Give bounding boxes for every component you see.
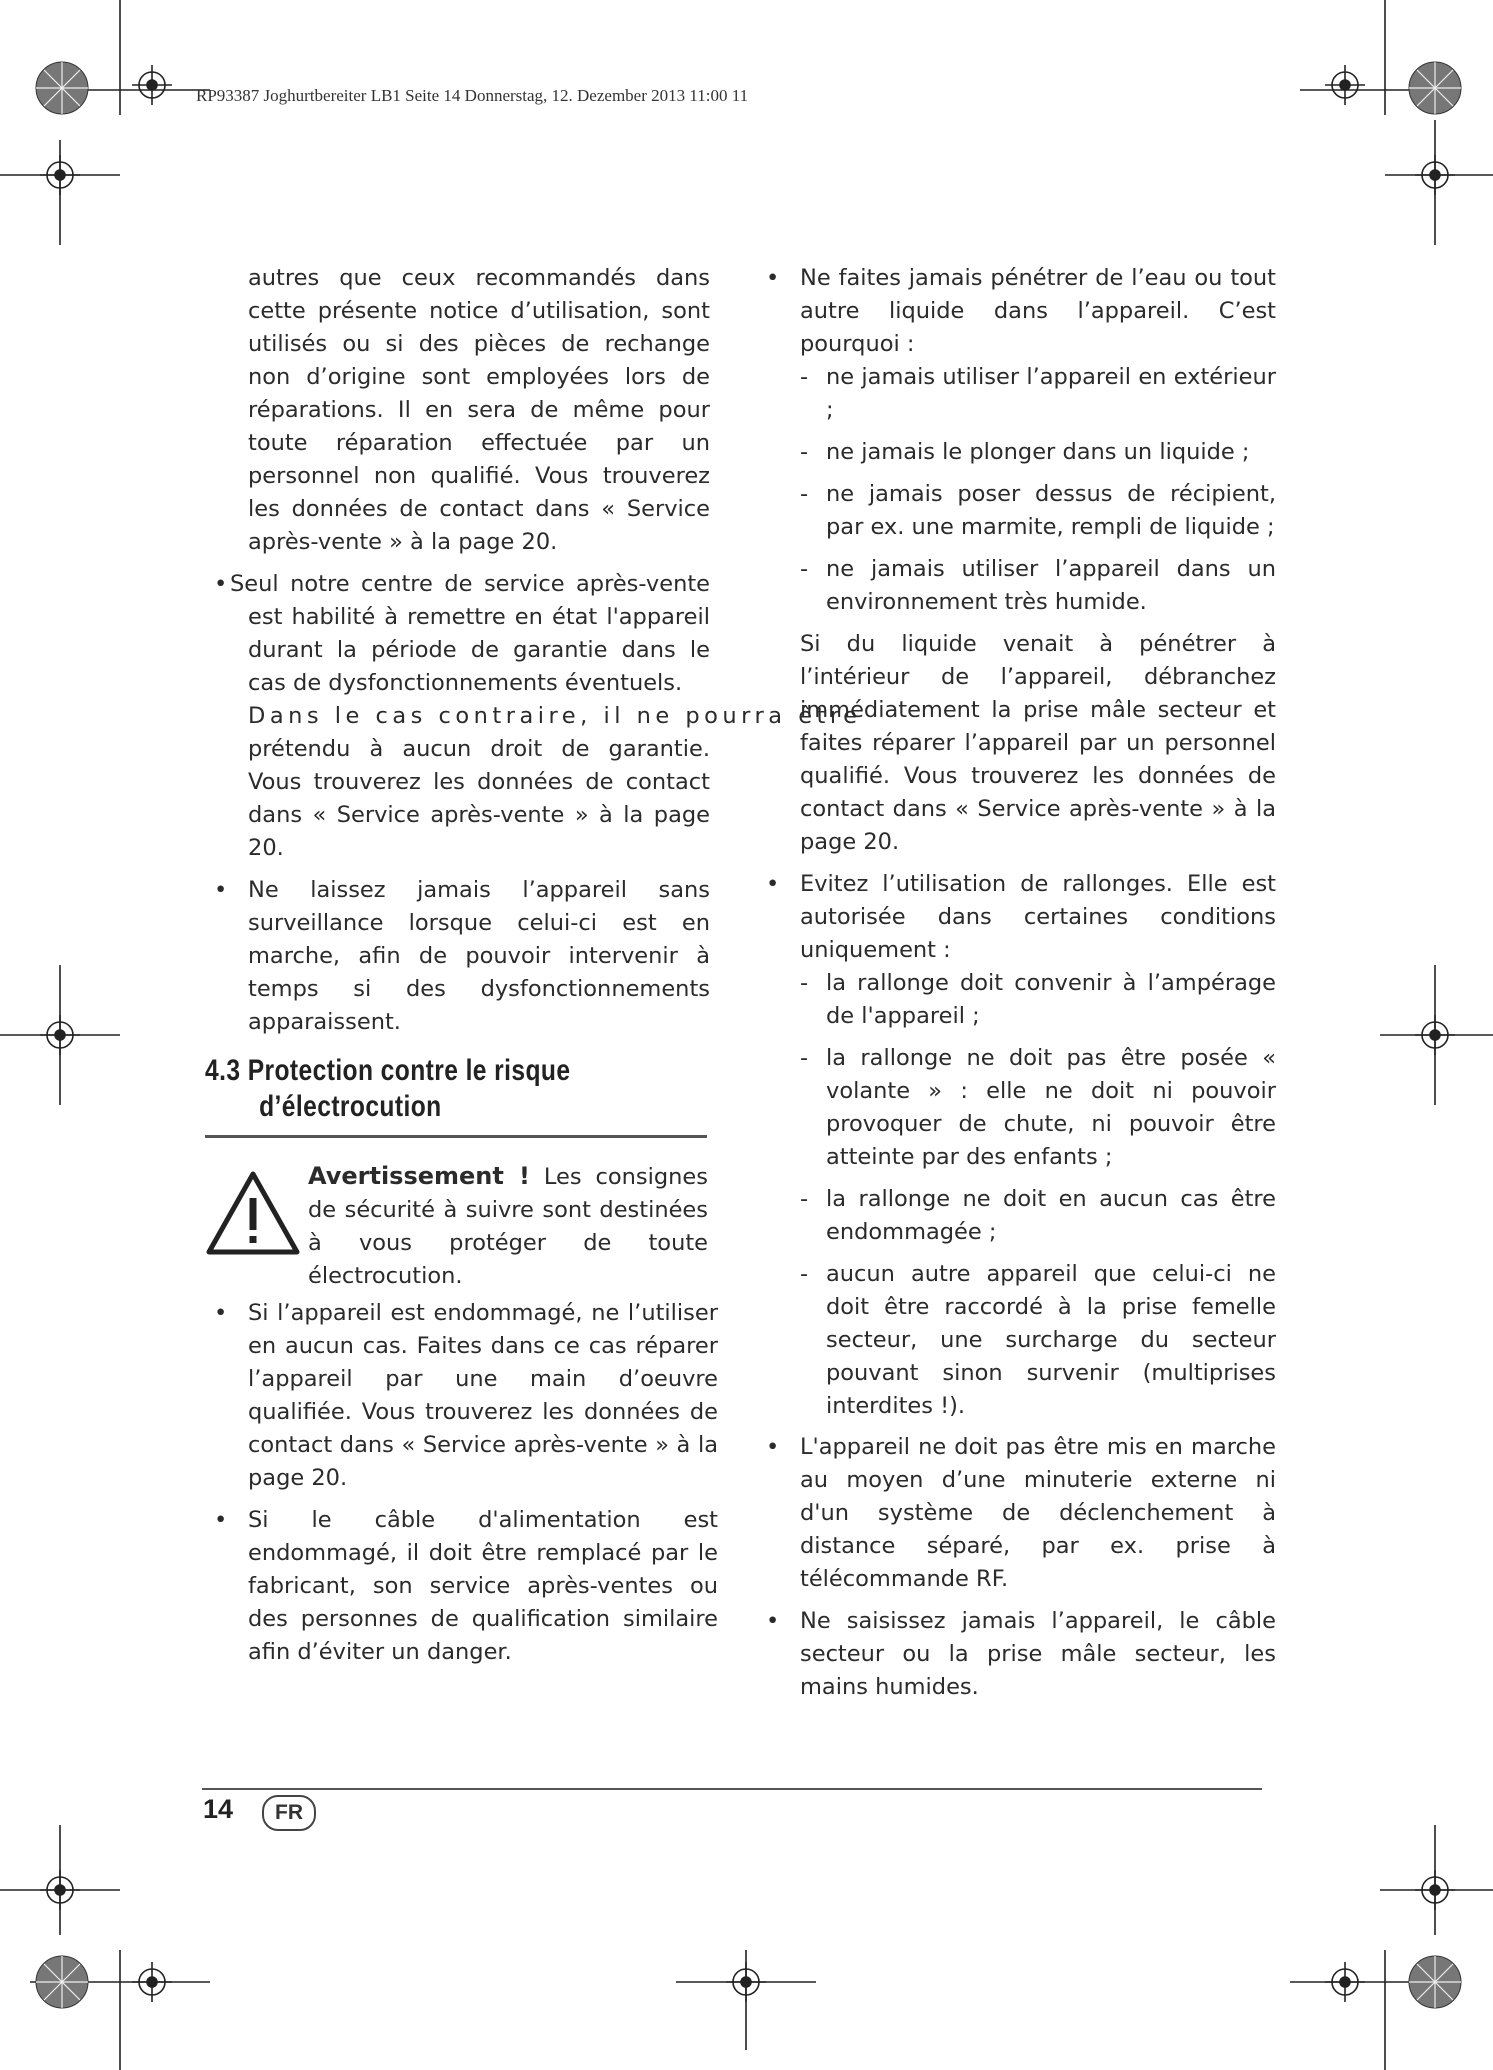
warning-triangle-icon <box>205 1170 301 1256</box>
warning-label: Avertissement ! <box>308 1162 530 1190</box>
bullet-text: L'appareil ne doit pas être mis en marche au moyen d’une minuterie externe ni d'un système de déclenchement à distance séparé, par ex. prise à télécommande RF. <box>800 1434 1276 1592</box>
intro-paragraph: autres que ceux recommandés dans cette présente notice d’utilisation, sont utilisés ou si des pièces de rechange non d’origine sont employées lors de réparations. Il en sera de même pour toute réparation effectuée par un personnel non qualifié. Vous trouverez les données de contact dans « Service après-vente » à la page 20. <box>248 265 710 555</box>
heading-underline <box>205 1135 707 1138</box>
list-item <box>214 1504 718 1669</box>
bullet-text: Si le câble d'alimentation est endommagé, il doit être remplacé par le fabricant, son service après-ventes ou des personnes de qualification similaire afin d’éviter un danger. <box>248 1507 718 1665</box>
dash-glyph: - <box>800 970 809 996</box>
bullet-glyph: • <box>766 1608 780 1634</box>
print-slug: RP93387 Joghurtbereiter LB1 Seite 14 Donnerstag, 12. Dezember 2013 11:00 11 <box>196 86 749 105</box>
bullet-glyph: • <box>214 1507 228 1533</box>
dash-glyph: - <box>800 481 809 507</box>
bullet-text: Ne laissez jamais l’appareil sans surveillance lorsque celui-ci est en marche, afin de pouvoir intervenir à temps si des dysfonctionnements apparaissent. <box>248 877 710 1035</box>
bullet-glyph: • <box>766 265 780 291</box>
dash-glyph: - <box>800 1186 809 1212</box>
right-column <box>766 262 1276 1713</box>
sub-item-text: ne jamais utiliser l’appareil dans un environnement très humide. <box>826 556 1276 615</box>
bullet-glyph: • <box>766 871 780 897</box>
list-item <box>766 1431 1276 1596</box>
sub-item-text: la rallonge ne doit en aucun cas être endommagée ; <box>826 1186 1276 1245</box>
bullet-glyph: • <box>766 1434 780 1460</box>
sub-item <box>800 478 1276 544</box>
dash-glyph: - <box>800 1045 809 1071</box>
list-item <box>214 568 862 865</box>
sub-item <box>800 1042 1276 1174</box>
bullet-glyph: • <box>214 877 228 903</box>
sub-item <box>800 436 1276 469</box>
language-badge: FR <box>262 1795 316 1831</box>
sub-item-text: ne jamais le plonger dans un liquide ; <box>826 439 1250 465</box>
sub-item-text: aucun autre appareil que celui-ci ne doit être raccordé à la prise femelle secteur, une surcharge du secteur pouvant sinon survenir (multiprises interdites !). <box>826 1261 1276 1419</box>
warning-text: Les consignes de sécurité à suivre sont destinées à vous protéger de toute électrocution. <box>308 1164 709 1289</box>
dash-glyph: - <box>800 439 809 465</box>
sub-item-text: la rallonge doit convenir à l’ampérage de l'appareil ; <box>826 970 1276 1029</box>
left-column-bottom <box>214 1297 718 1678</box>
sub-item <box>800 361 1276 427</box>
section-title-line1: Protection contre le risque <box>247 1054 571 1087</box>
sub-item <box>800 1258 1276 1423</box>
dash-glyph: - <box>800 556 809 582</box>
sub-item-text: ne jamais utiliser l’appareil en extérieur ; <box>826 364 1276 423</box>
section-title-line2: d’électrocution <box>259 1090 442 1123</box>
bullet-text: Ne saisissez jamais l’appareil, le câble secteur ou la prise mâle secteur, les mains humides. <box>800 1608 1276 1700</box>
list-item <box>214 874 710 1039</box>
bullet-glyph: • <box>214 571 228 597</box>
list-item <box>766 868 1276 1423</box>
bullet-text: Seul notre centre de service après-vente est habilité à remettre en état l'appareil durant la période de garantie dans le cas de dysfonctionnements éventuels. <box>230 571 710 696</box>
sub-item <box>800 1183 1276 1249</box>
warning-block <box>308 1160 708 1293</box>
sub-item <box>800 553 1276 619</box>
footer-rule <box>202 1788 1262 1790</box>
sub-item-text: la rallonge ne doit pas être posée « volante » : elle ne doit ni pouvoir provoquer de chute, ni pouvoir être atteinte par des enfants ; <box>826 1045 1276 1170</box>
bullet-text: Evitez l’utilisation de rallonges. Elle est autorisée dans certaines conditions uniquement : <box>800 871 1276 963</box>
list-item <box>766 1605 1276 1704</box>
dash-glyph: - <box>800 1261 809 1287</box>
page-number: 14 <box>203 1794 234 1824</box>
left-column <box>214 262 862 1048</box>
section-number: 4.3 <box>205 1054 241 1087</box>
section-heading <box>205 1053 631 1125</box>
bullet-text: Ne faites jamais pénétrer de l’eau ou tout autre liquide dans l’appareil. C’est pourquoi : <box>800 265 1276 357</box>
bullet-glyph: • <box>214 1300 228 1326</box>
list-item <box>766 262 1276 859</box>
list-item <box>214 1297 718 1495</box>
sub-item <box>800 967 1276 1033</box>
bullet-text: Si l’appareil est endommagé, ne l’utiliser en aucun cas. Faites dans ce cas réparer l’appareil par une main d’oeuvre qualifiée. Vous trouverez les données de contact dans « Service après-vente » à la page 20. <box>248 1300 718 1491</box>
bullet-text-spaced: Dans le cas contraire, il ne pourra être <box>248 703 862 729</box>
bullet-text-tail: prétendu à aucun droit de garantie. Vous trouverez les données de contact dans « Service après-vente » à la page 20. <box>248 736 710 861</box>
bullet-after-text: Si du liquide venait à pénétrer à l’intérieur de l’appareil, débranchez immédiatement la prise mâle secteur et faites réparer l’appareil par un personnel qualifié. Vous trouverez les données de contact dans « Service après-vente » à la page 20. <box>800 631 1276 855</box>
sub-item-text: ne jamais poser dessus de récipient, par ex. une marmite, rempli de liquide ; <box>826 481 1276 540</box>
dash-glyph: - <box>800 364 809 390</box>
